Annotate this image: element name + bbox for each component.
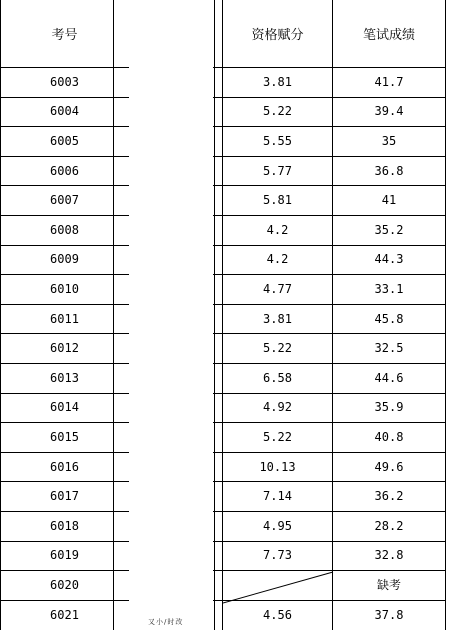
cell-written-score: 37.8 bbox=[374, 607, 404, 622]
cell-exam-no: 6015 bbox=[50, 429, 79, 444]
cell-exam-no: 6008 bbox=[50, 222, 79, 237]
cell-exam-no: 6018 bbox=[50, 518, 79, 533]
cell-qualification-score: 7.73 bbox=[263, 548, 292, 563]
cell-qualification-score: 6.58 bbox=[263, 370, 292, 385]
cell-exam-no: 6016 bbox=[50, 459, 79, 474]
grid-hline bbox=[213, 541, 446, 542]
cell-written-score: 44.3 bbox=[374, 252, 404, 267]
grid-vline bbox=[0, 0, 1, 630]
cell-qualification-score: 3.81 bbox=[263, 74, 292, 89]
grid-hline bbox=[213, 304, 446, 305]
grid-vline bbox=[214, 0, 215, 630]
grid-hline bbox=[213, 600, 446, 601]
grid-hline bbox=[0, 452, 129, 453]
cell-written-score: 41.7 bbox=[374, 74, 404, 89]
cell-written-score: 44.6 bbox=[374, 370, 404, 385]
cell-written-score: 28.2 bbox=[374, 518, 404, 533]
grid-hline bbox=[0, 393, 129, 394]
cell-written-score: 40.8 bbox=[374, 429, 404, 444]
cell-exam-no: 6014 bbox=[50, 400, 79, 415]
grid-hline bbox=[0, 67, 129, 68]
grid-hline bbox=[0, 363, 129, 364]
cell-qualification-score: 3.81 bbox=[263, 311, 292, 326]
grid-hline bbox=[0, 97, 129, 98]
cell-written-score: 36.8 bbox=[374, 163, 404, 178]
cell-written-score: 35 bbox=[381, 133, 397, 148]
grid-hline bbox=[0, 156, 129, 157]
cell-qualification-score: 5.22 bbox=[263, 341, 292, 356]
grid-hline bbox=[213, 393, 446, 394]
cell-exam-no: 6020 bbox=[50, 577, 79, 592]
grid-hline bbox=[0, 333, 129, 334]
header-qualification-score: 资格赋分 bbox=[251, 28, 304, 43]
grid-hline bbox=[213, 97, 446, 98]
grid-hline bbox=[213, 363, 446, 364]
grid-hline bbox=[213, 511, 446, 512]
cell-qualification-score: 4.2 bbox=[266, 222, 289, 237]
cell-exam-no: 6006 bbox=[50, 163, 79, 178]
stamp-text: 又小/时改 bbox=[148, 618, 184, 626]
cell-qualification-score: 5.55 bbox=[263, 133, 292, 148]
grid-hline bbox=[213, 215, 446, 216]
cell-written-score: 36.2 bbox=[374, 489, 404, 504]
cell-qualification-score: 5.81 bbox=[263, 193, 292, 208]
cell-qualification-score: 10.13 bbox=[259, 459, 296, 474]
cell-exam-no: 6009 bbox=[50, 252, 79, 267]
grid-vline bbox=[332, 0, 333, 630]
grid-hline bbox=[0, 245, 129, 246]
grid-hline bbox=[213, 126, 446, 127]
grid-hline bbox=[0, 481, 129, 482]
grid-vline bbox=[445, 0, 446, 630]
cell-exam-no: 6011 bbox=[50, 311, 79, 326]
cell-exam-no: 6019 bbox=[50, 548, 79, 563]
header-exam-no: 考号 bbox=[51, 28, 78, 43]
grid-hline bbox=[213, 481, 446, 482]
grid-hline bbox=[213, 570, 446, 571]
cell-qualification-score: 4.95 bbox=[263, 518, 292, 533]
cell-written-score: 39.4 bbox=[374, 104, 404, 119]
grid-hline bbox=[213, 156, 446, 157]
grid-hline bbox=[213, 245, 446, 246]
cell-written-score: 32.8 bbox=[374, 548, 404, 563]
grid-hline bbox=[0, 511, 129, 512]
grid-hline bbox=[0, 185, 129, 186]
grid-hline bbox=[0, 304, 129, 305]
cell-qualification-score: 4.56 bbox=[263, 607, 292, 622]
cell-exam-no: 6010 bbox=[50, 281, 79, 296]
cell-qualification-score: 5.77 bbox=[263, 163, 292, 178]
cell-exam-no: 6004 bbox=[50, 104, 79, 119]
grid-hline bbox=[213, 452, 446, 453]
cell-written-score: 缺考 bbox=[376, 578, 401, 593]
grid-vline bbox=[113, 0, 114, 630]
cell-written-score: 32.5 bbox=[374, 341, 404, 356]
grid-hline bbox=[0, 570, 129, 571]
cell-written-score: 35.9 bbox=[374, 400, 404, 415]
grid-hline bbox=[213, 333, 446, 334]
grid-hline bbox=[0, 126, 129, 127]
grid-hline bbox=[0, 215, 129, 216]
cell-qualification-score: 4.2 bbox=[266, 252, 289, 267]
cell-qualification-score bbox=[223, 570, 332, 600]
cell-qualification-score: 5.22 bbox=[263, 104, 292, 119]
grid-hline bbox=[213, 185, 446, 186]
header-written-score: 笔试成绩 bbox=[362, 28, 415, 43]
cell-qualification-score: 5.22 bbox=[263, 429, 292, 444]
cell-written-score: 41 bbox=[381, 193, 397, 208]
grid-hline bbox=[0, 600, 129, 601]
grid-hline bbox=[0, 541, 129, 542]
cell-qualification-score: 7.14 bbox=[263, 489, 292, 504]
cell-written-score: 35.2 bbox=[374, 222, 404, 237]
cell-exam-no: 6003 bbox=[50, 74, 79, 89]
grid-hline bbox=[213, 274, 446, 275]
cell-exam-no: 6007 bbox=[50, 193, 79, 208]
cell-exam-no: 6021 bbox=[50, 607, 79, 622]
cell-written-score: 49.6 bbox=[374, 459, 404, 474]
cell-written-score: 45.8 bbox=[374, 311, 404, 326]
cell-qualification-score: 4.92 bbox=[263, 400, 292, 415]
cell-written-score: 33.1 bbox=[374, 281, 404, 296]
cell-exam-no: 6013 bbox=[50, 370, 79, 385]
cell-exam-no: 6005 bbox=[50, 133, 79, 148]
cell-qualification-score: 4.77 bbox=[263, 281, 292, 296]
grid-hline bbox=[213, 67, 446, 68]
grid-hline bbox=[0, 274, 129, 275]
grid-vline bbox=[222, 0, 223, 630]
cell-exam-no: 6012 bbox=[50, 341, 79, 356]
cell-exam-no: 6017 bbox=[50, 489, 79, 504]
grid-hline bbox=[0, 422, 129, 423]
grid-hline bbox=[213, 422, 446, 423]
